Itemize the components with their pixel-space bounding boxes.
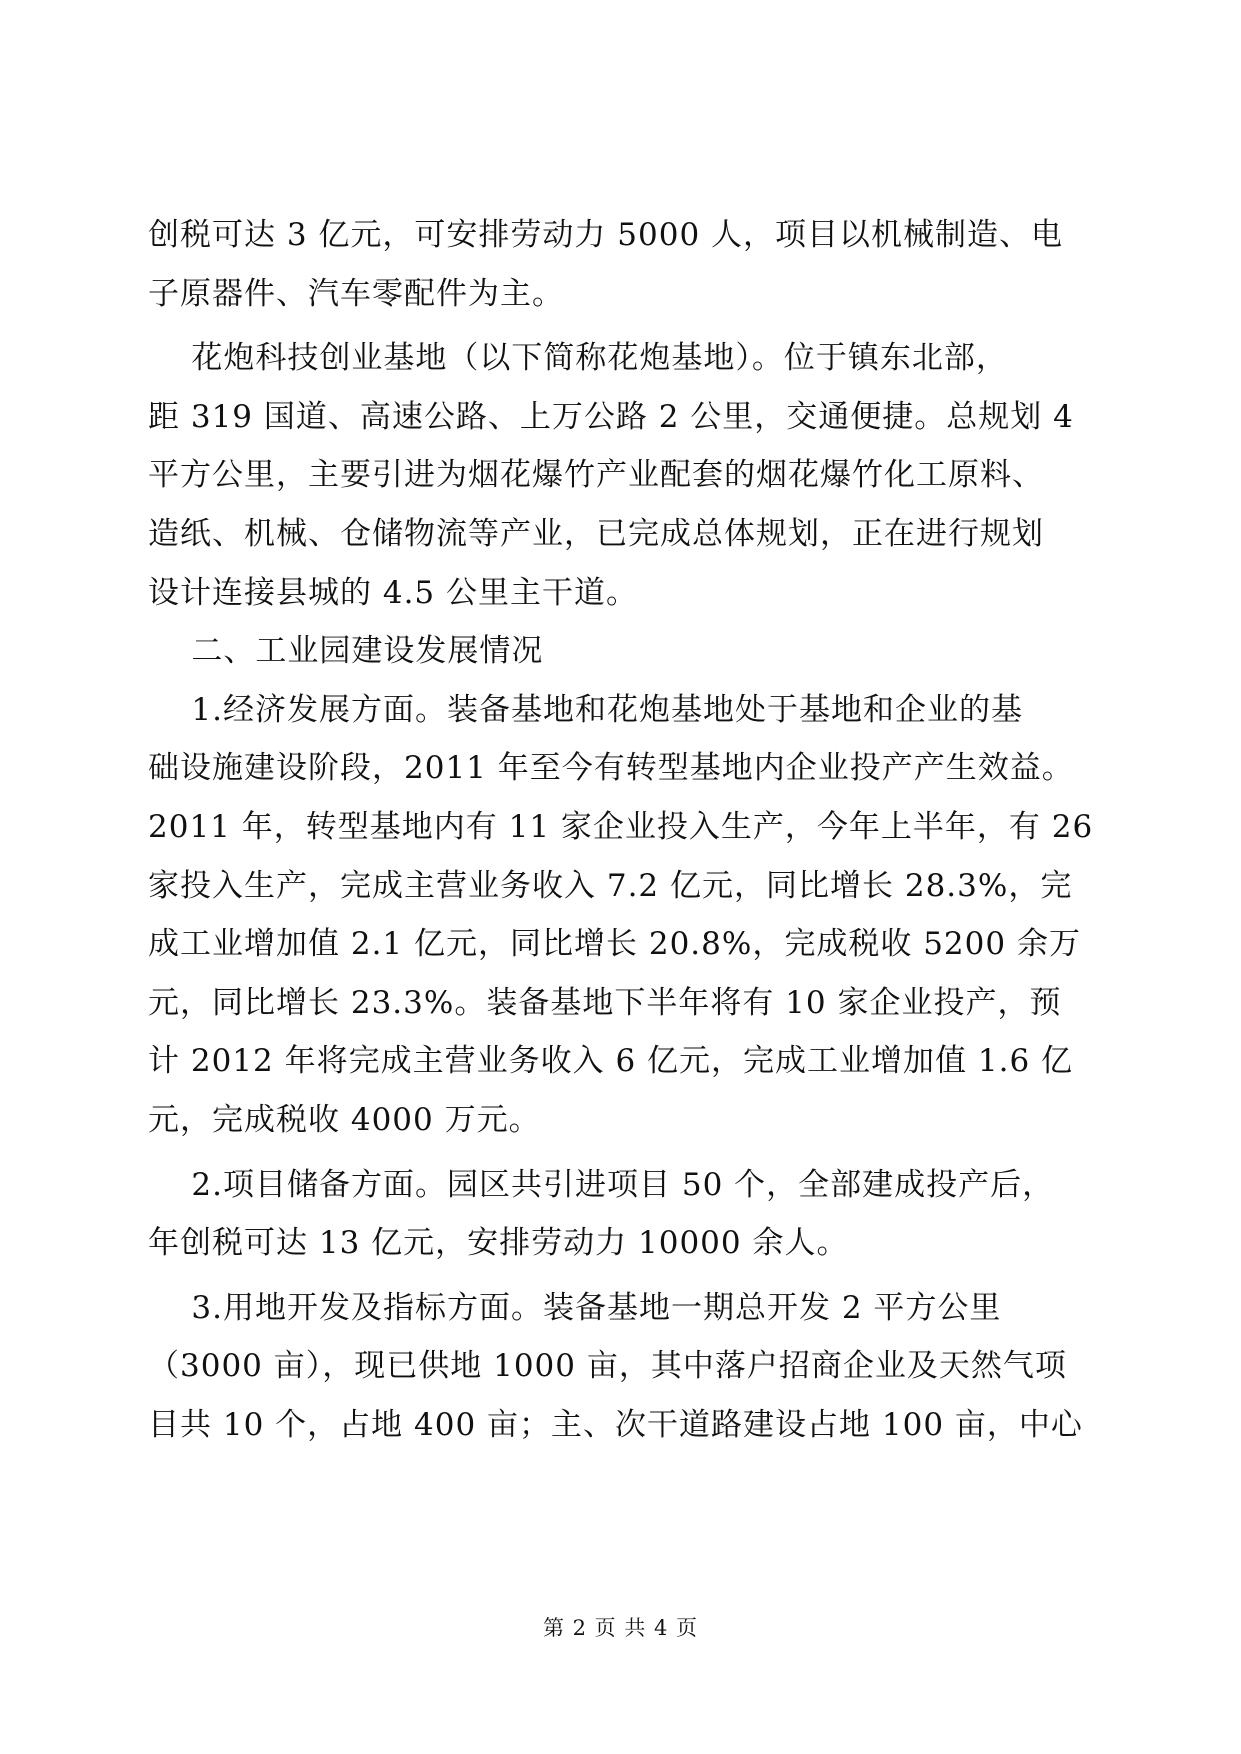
text-line: 造纸、机械、仓储物流等产业，已完成总体规划，正在进行规划 (148, 515, 1044, 552)
text-line: 创税可达 3 亿元，可安排劳动力 5000 人，项目以机械制造、电 (148, 217, 1064, 253)
text-line: 元，完成税收 4000 万元。 (148, 1101, 541, 1138)
text-line: 计 2012 年将完成主营业务收入 6 亿元，完成工业增加值 1.6 亿 (148, 1043, 1074, 1080)
text-line: 子原器件、汽车零配件为主。 (148, 275, 564, 312)
text-line: 2.项目储备方面。园区共引进项目 50 个，全部建成投产后， (148, 1166, 1055, 1203)
text-line: 距 319 国道、高速公路、上万公路 2 公里，交通便捷。总规划 4 (148, 398, 1074, 435)
text-line: 础设施建设阶段，2011 年至今有转型基地内企业投产产生效益。 (148, 750, 1074, 787)
text-line: 1.经济发展方面。装备基地和花炮基地处于基地和企业的基 (148, 691, 1023, 728)
text-line: 目共 10 个，占地 400 亩；主、次干道路建设占地 100 亩，中心 (148, 1406, 1083, 1443)
text-line: 3.用地开发及指标方面。装备基地一期总开发 2 平方公里 (148, 1289, 1002, 1326)
document-body (148, 206, 1093, 1454)
text-line: 花炮科技创业基地（以下简称花炮基地）。位于镇东北部， (148, 340, 1008, 377)
section-heading: 二、工业园建设发展情况 (148, 633, 544, 670)
text-line: （3000 亩），现已供地 1000 亩，其中落户招商企业及天然气项 (148, 1348, 1067, 1385)
text-line: 家投入生产，完成主营业务收入 7.2 亿元，同比增长 28.3%，完 (148, 867, 1073, 904)
text-line: 平方公里，主要引进为烟花爆竹产业配套的烟花爆竹化工原料、 (148, 457, 1044, 494)
text-line: 2011 年，转型基地内有 11 家企业投入生产，今年上半年，有 26 (148, 808, 1094, 845)
text-line: 元，同比增长 23.3%。装备基地下半年将有 10 家企业投产，预 (148, 984, 1062, 1021)
text-line: 成工业增加值 2.1 亿元，同比增长 20.8%，完成税收 5200 余万 (148, 926, 1081, 963)
text-line: 设计连接县城的 4.5 公里主干道。 (148, 574, 639, 611)
page-number-footer: 第 2 页 共 4 页 (542, 1616, 699, 1640)
text-line: 年创税可达 13 亿元，安排劳动力 10000 余人。 (148, 1225, 849, 1262)
